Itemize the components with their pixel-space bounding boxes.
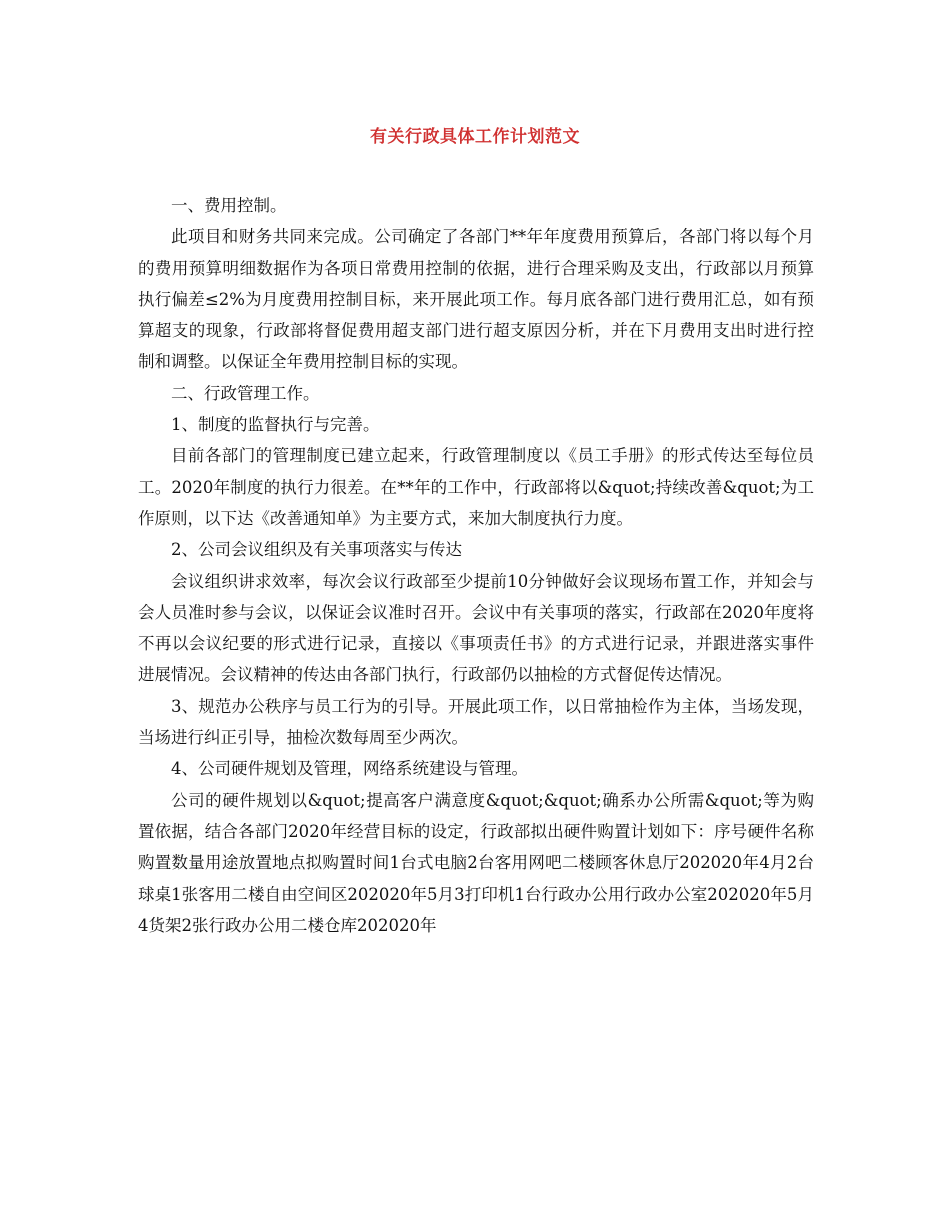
section-heading-expense-control: 一、费用控制。 [171,196,287,215]
paragraph-expense-control: 此项目和财务共同来完成。公司确定了各部门**年年度费用预算后，各部门将以每个月的费用预算明细数据作为各项日常费用控制的依据，进行合理采购及支出，行政部以月预算执行偏差≤2%为月度费用控制目标，来开展此项工作。每月底各部门进行费用汇总，如有预算超支的现象，行政部将督促费用超支部门进行超支原因分析，并在下月费用支出时进行控制和调整。以保证全年费用控制目标的实现。 [138,227,814,372]
paragraph-hardware-plan: 公司的硬件规划以&quot;提高客户满意度&quot;&quot;确系办公所需&quot;等为购置依据，结合各部门2020年经营目标的设定，行政部拟出硬件购置计划如下：序号硬件名称购置数量用途放置地点拟购置时间1台式电脑2台客用网吧二楼顾客休息厅202020年4月2台球桌1张客用二楼自由空间区202020年5月3打印机1台行政办公用行政办公室202020年5月4货架2张行政办公用二楼仓库202020年 [138,790,814,935]
paragraph-rules-supervision: 目前各部门的管理制度已建立起来，行政管理制度以《员工手册》的形式传达至每位员工。2020年制度的执行力很差。在**年的工作中，行政部将以&quot;持续改善&quot;为工作原则，以下达《改善通知单》为主要方式，来加大制度执行力度。 [138,446,814,528]
paragraph-office-order: 3、规范办公秩序与员工行为的引导。开展此项工作，以日常抽检作为主体，当场发现，当场进行纠正引导，抽检次数每周至少两次。 [138,696,814,748]
paragraph-meeting-organization: 会议组织讲求效率，每次会议行政部至少提前10分钟做好会议现场布置工作，并知会与会人员准时参与会议，以保证会议准时召开。会议中有关事项的落实，行政部在2020年度将不再以会议纪要的形式进行记录，直接以《事项责任书》的方式进行记录，并跟进落实事件进展情况。会议精神的传达由各部门执行，行政部仍以抽检的方式督促传达情况。 [138,571,814,685]
document-body [138,190,814,941]
subheading-meeting-organization: 2、公司会议组织及有关事项落实与传达 [171,540,462,560]
subheading-hardware-network: 4、公司硬件规划及管理，网络系统建设与管理。 [171,759,528,779]
section-heading-admin-management: 二、行政管理工作。 [171,383,320,403]
document-title: 有关行政具体工作计划范文 [370,127,580,147]
subheading-rules-supervision: 1、制度的监督执行与完善。 [171,415,380,435]
